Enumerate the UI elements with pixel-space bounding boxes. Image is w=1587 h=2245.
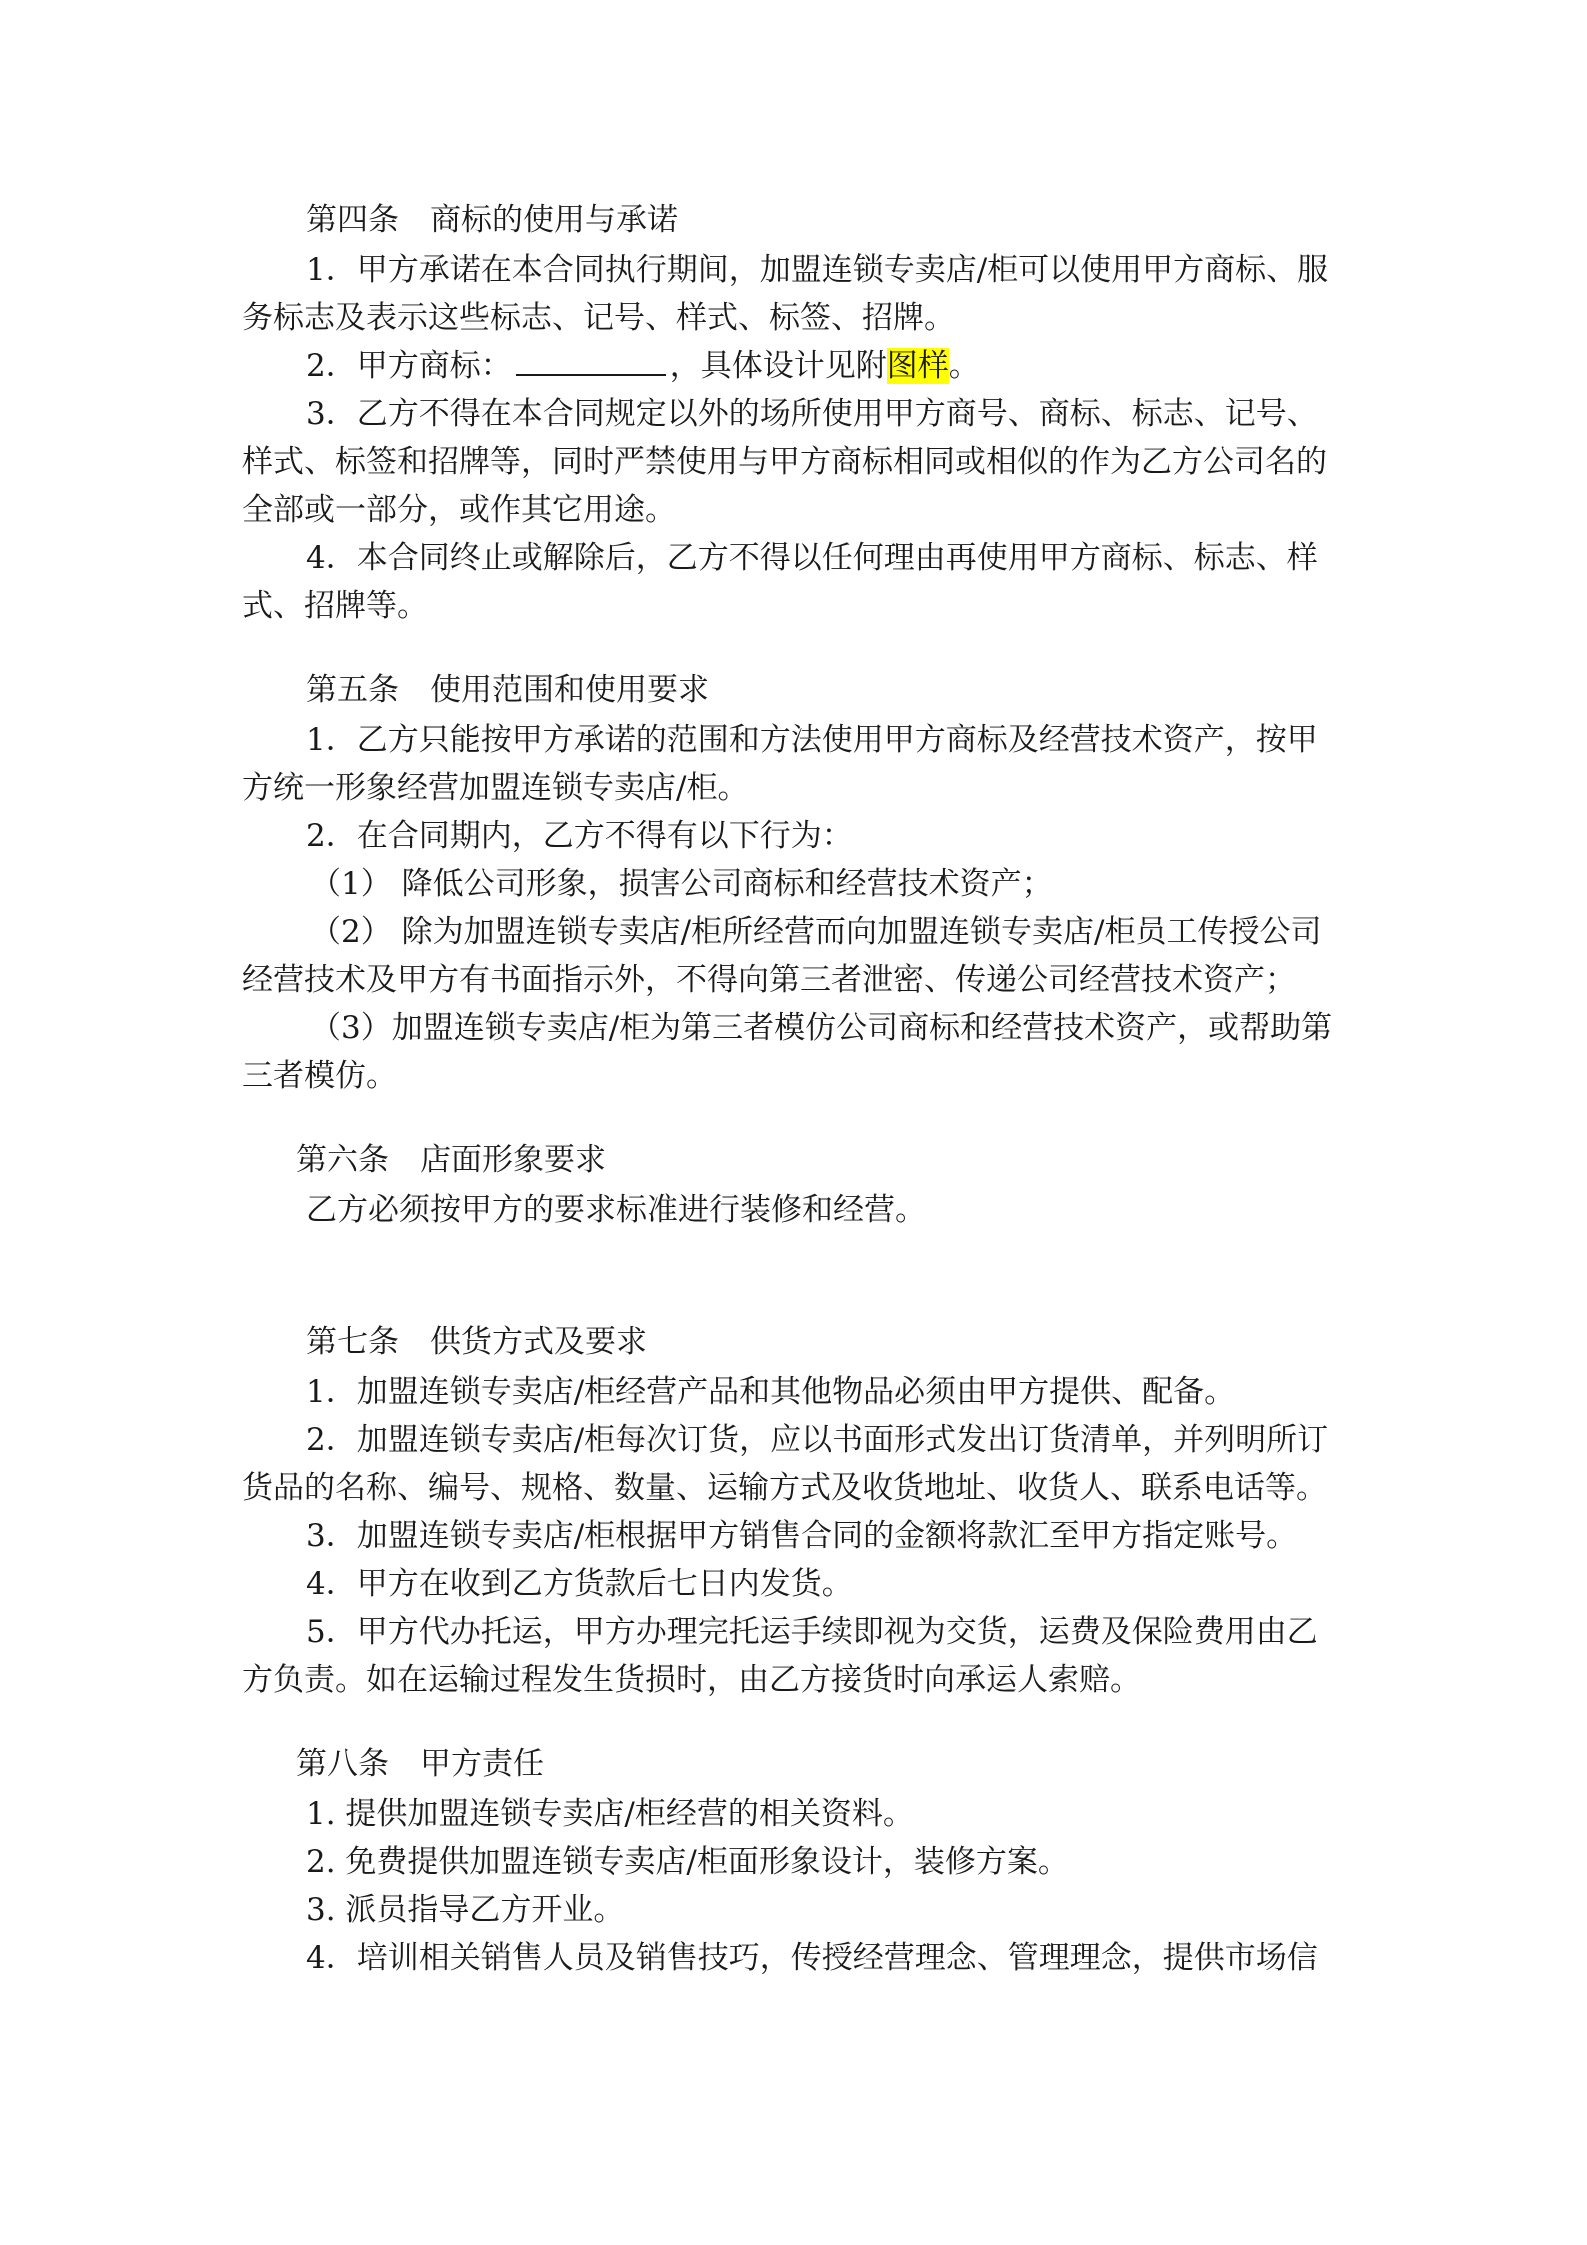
article7-p2-line1: 2．加盟连锁专卖店/柜每次订货，应以书面形式发出订货清单，并列明所订 [306,1422,1329,1458]
article8-p3: 3. 派员指导乙方开业。 [306,1892,625,1928]
article6-p1: 乙方必须按甲方的要求标准进行装修和经营。 [306,1192,926,1228]
article8-p1: 1. 提供加盟连锁专卖店/柜经营的相关资料。 [306,1796,914,1832]
article5-item2-line1: （2） 除为加盟连锁专卖店/柜所经营而向加盟连锁专卖店/柜员工传授公司 [310,914,1322,950]
article4-p3-line3: 全部或一部分，或作其它用途。 [242,492,676,528]
article8-p2: 2. 免费提供加盟连锁专卖店/柜面形象设计，装修方案。 [306,1844,1069,1880]
article4-p2-prefix: 2．甲方商标： [306,348,512,384]
article5-p2: 2．在合同期内，乙方不得有以下行为： [306,818,853,854]
article5-heading: 第五条 使用范围和使用要求 [306,672,709,708]
article5-item1: （1） 降低公司形象，损害公司商标和经营技术资产； [310,866,1053,902]
article5-p1-line1: 1．乙方只能按甲方承诺的范围和方法使用甲方商标及经营技术资产，按甲 [306,722,1318,758]
article4-p2 [306,346,1416,386]
article5-item3-line2: 三者模仿。 [242,1058,397,1094]
article4-p4-line1: 4．本合同终止或解除后，乙方不得以任何理由再使用甲方商标、标志、样 [306,540,1318,576]
article4-p2-middle: ，具体设计见附 [669,348,887,384]
article7-p5-line1: 5．甲方代办托运，甲方办理完托运手续即视为交货，运费及保险费用由乙 [306,1614,1318,1650]
article5-p1-line2: 方统一形象经营加盟连锁专卖店/柜。 [242,770,749,806]
article5-item3-line1: （3）加盟连锁专卖店/柜为第三者模仿公司商标和经营技术资产，或帮助第 [310,1010,1333,1046]
blank-line [516,352,666,376]
article7-heading: 第七条 供货方式及要求 [306,1324,647,1360]
article7-p5-line2: 方负责。如在运输过程发生货损时，由乙方接货时向承运人索赔。 [242,1662,1141,1698]
article4-p2-end: 。 [948,348,980,384]
article4-p1-line1: 1．甲方承诺在本合同执行期间，加盟连锁专卖店/柜可以使用甲方商标、服 [306,252,1329,288]
article7-p2-line2: 货品的名称、编号、规格、数量、运输方式及收货地址、收货人、联系电话等。 [242,1470,1327,1506]
article4-p3-line2: 样式、标签和招牌等，同时严禁使用与甲方商标相同或相似的作为乙方公司名的 [242,444,1327,480]
article7-p4: 4．甲方在收到乙方货款后七日内发货。 [306,1566,853,1602]
article7-p1: 1．加盟连锁专卖店/柜经营产品和其他物品必须由甲方提供、配备。 [306,1374,1236,1410]
article8-heading: 第八条 甲方责任 [296,1746,544,1782]
article6-heading: 第六条 店面形象要求 [296,1142,606,1178]
article7-p3: 3．加盟连锁专卖店/柜根据甲方销售合同的金额将款汇至甲方指定账号。 [306,1518,1298,1554]
article8-p4: 4．培训相关销售人员及销售技巧，传授经营理念、管理理念，提供市场信 [306,1940,1318,1976]
article4-p1-line2: 务标志及表示这些标志、记号、样式、标签、招牌。 [242,300,955,336]
article5-item2-line2: 经营技术及甲方有书面指示外，不得向第三者泄密、传递公司经营技术资产； [242,962,1296,998]
article4-heading: 第四条 商标的使用与承诺 [306,202,678,238]
highlighted-text: 图样 [886,348,949,384]
article4-p3-line1: 3．乙方不得在本合同规定以外的场所使用甲方商号、商标、标志、记号、 [306,396,1318,432]
article4-p4-line2: 式、招牌等。 [242,588,428,624]
